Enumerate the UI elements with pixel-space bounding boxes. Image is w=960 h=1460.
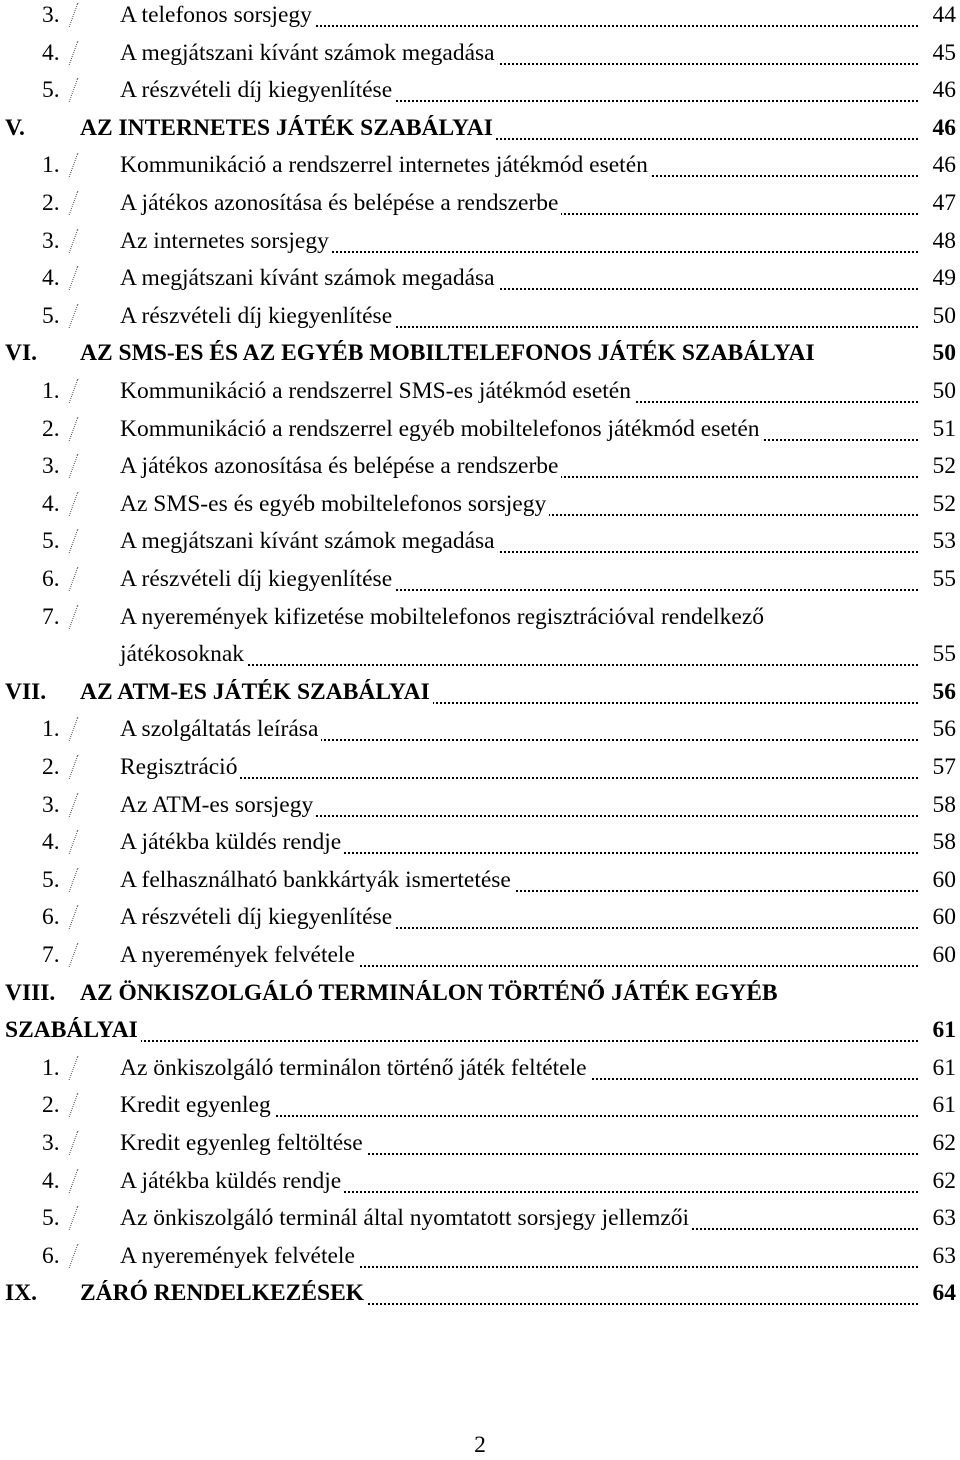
toc-entry-number: 3. <box>42 2 60 28</box>
toc-entry-number: IX. <box>5 1280 37 1307</box>
toc-entry-title: A részvételi díj kiegyenlítése <box>120 564 395 594</box>
tab-mark <box>69 830 89 854</box>
toc-entry[interactable] <box>0 902 960 939</box>
toc-entry-number: 1. <box>42 716 60 743</box>
page-number: 2 <box>474 1432 486 1458</box>
tab-mark <box>69 1169 89 1193</box>
toc-entry-page: 53 <box>928 526 957 556</box>
toc-entry-title: A játékba küldés rendje <box>120 827 344 857</box>
toc-entry[interactable] <box>0 602 960 639</box>
toc-entry-page: 50 <box>928 376 957 406</box>
toc-entry[interactable] <box>0 0 960 37</box>
toc-entry[interactable] <box>0 38 960 75</box>
toc-entry-page: 56 <box>928 677 957 707</box>
toc-entry[interactable] <box>0 376 960 413</box>
tab-mark <box>69 755 89 779</box>
toc-entry-page: 62 <box>928 1128 957 1158</box>
toc-entry-page: 46 <box>928 113 957 143</box>
toc-entry-page: 55 <box>928 564 957 594</box>
toc-entry-page: 50 <box>932 340 956 367</box>
toc-entry[interactable] <box>0 150 960 187</box>
toc-entry-page: 51 <box>928 414 957 444</box>
toc-entry-page: 58 <box>928 790 957 820</box>
toc-entry-number: 7. <box>42 942 60 968</box>
toc-entry-number: VIII. <box>5 979 56 1006</box>
toc-entry-page: 44 <box>928 0 957 30</box>
toc-entry-title: A nyeremények felvétele <box>120 1241 358 1271</box>
toc-entry-number: 4. <box>42 829 60 856</box>
toc-entry[interactable] <box>0 865 960 902</box>
toc-entry[interactable] <box>0 827 960 864</box>
toc-entry-title: Az önkiszolgáló terminálon történő játék feltétele <box>120 1053 590 1083</box>
toc-entry-number: 2. <box>42 190 60 216</box>
toc-entry[interactable] <box>0 188 960 225</box>
toc-entry[interactable] <box>0 1166 960 1203</box>
toc-section-entry[interactable] <box>0 338 960 375</box>
toc-entry-title: A részvételi díj kiegyenlítése <box>120 301 395 331</box>
toc-entry[interactable] <box>0 414 960 451</box>
toc-entry-page: 61 <box>928 1053 957 1083</box>
toc-entry-number: 3. <box>42 227 60 254</box>
toc-entry-title: AZ SMS-ES ÉS AZ EGYÉB MOBILTELEFONOS JÁTÉK SZABÁLYAI <box>80 338 956 368</box>
tab-mark <box>69 529 89 553</box>
toc-entry-page: 61 <box>928 1090 957 1120</box>
tab-mark <box>69 943 89 967</box>
tab-mark <box>69 1244 89 1268</box>
toc-entry-page: 62 <box>928 1166 957 1196</box>
tab-mark <box>69 229 89 253</box>
toc-entry-number: 4. <box>42 265 60 292</box>
toc-entry[interactable] <box>0 301 960 338</box>
toc-entry-title: Regisztráció <box>120 752 240 782</box>
toc-entry-page: 61 <box>928 1015 957 1045</box>
tab-mark <box>69 379 89 403</box>
toc-entry-number: 4. <box>42 39 60 66</box>
tab-mark <box>69 492 89 516</box>
toc-entry[interactable] <box>0 263 960 300</box>
toc-entry-number: 1. <box>42 152 60 179</box>
toc-entry-number: 5. <box>42 77 60 104</box>
tab-mark <box>69 605 89 629</box>
toc-entry-continuation[interactable] <box>0 639 960 676</box>
toc-entry-page: 52 <box>928 451 957 481</box>
toc-entry-page: 63 <box>928 1241 957 1271</box>
toc-entry-number: 1. <box>42 1054 60 1081</box>
toc-entry-title: Kredit egyenleg <box>120 1090 274 1120</box>
toc-entry-title: AZ ATM-ES JÁTÉK SZABÁLYAI <box>80 677 433 707</box>
toc-entry-page: 47 <box>928 188 957 218</box>
tab-mark <box>69 1206 89 1230</box>
toc-entry-number: 6. <box>42 904 60 931</box>
toc-entry-page: 48 <box>928 226 957 256</box>
toc-entry-title: A megjátszani kívánt számok megadása <box>120 38 498 68</box>
toc-entry-number: VI. <box>5 340 37 367</box>
toc-entry-title: A játékos azonosítása és belépése a rendszerbe <box>120 188 561 218</box>
toc-entry-title: A megjátszani kívánt számok megadása <box>120 263 498 293</box>
toc-entry-title-continued: SZABÁLYAI <box>5 1015 141 1045</box>
toc-entry-title: Kommunikáció a rendszerrel internetes játékmód esetén <box>120 150 651 180</box>
tab-mark <box>69 1131 89 1155</box>
tab-mark <box>69 266 89 290</box>
toc-entry-number: 2. <box>42 1092 60 1119</box>
dot-leader <box>5 1032 918 1042</box>
toc-entry-page: 55 <box>928 639 957 669</box>
toc-entry-number: 2. <box>42 415 60 442</box>
toc-entry[interactable] <box>0 75 960 112</box>
toc-entry-title: A felhasználható bankkártyák ismertetése <box>120 865 514 895</box>
tab-mark <box>69 1093 89 1117</box>
toc-entry-page: 63 <box>928 1203 957 1233</box>
toc-entry-page: 57 <box>928 752 957 782</box>
toc-section-entry[interactable] <box>0 113 960 150</box>
toc-entry-number: 5. <box>42 302 60 329</box>
toc-entry-number: V. <box>5 114 25 141</box>
toc-entry-title: A nyeremények kifizetése mobiltelefonos regisztrációval rendelkező <box>120 602 767 632</box>
tab-mark <box>69 1056 89 1080</box>
tab-mark <box>69 417 89 441</box>
toc-entry-title: Az ATM-es sorsjegy <box>120 790 316 820</box>
tab-mark <box>69 3 89 27</box>
tab-mark <box>69 41 89 65</box>
toc-entry-number: 4. <box>42 1167 60 1194</box>
toc-entry-number: 5. <box>42 1205 60 1232</box>
toc-entry[interactable] <box>0 564 960 601</box>
tab-mark <box>69 793 89 817</box>
toc-entry-title: A szolgáltatás leírása <box>120 714 321 744</box>
toc-entry-page: 56 <box>928 714 957 744</box>
toc-entry-title: A megjátszani kívánt számok megadása <box>120 526 498 556</box>
toc-entry-number: 3. <box>42 791 60 818</box>
toc-entry-page: 64 <box>928 1278 957 1308</box>
toc-entry-number: 5. <box>42 866 60 893</box>
toc-entry-page: 60 <box>928 865 957 895</box>
toc-entry-page: 58 <box>928 827 957 857</box>
toc-entry-title: Az internetes sorsjegy <box>120 226 332 256</box>
toc-entry-page: 50 <box>928 301 957 331</box>
toc-entry-title: Kredit egyenleg feltöltése <box>120 1128 366 1158</box>
tab-mark <box>69 454 89 478</box>
toc-entry-title: A játékba küldés rendje <box>120 1166 344 1196</box>
toc-entry[interactable] <box>0 940 960 977</box>
toc-entry-page: 46 <box>928 150 957 180</box>
tab-mark <box>69 905 89 929</box>
toc-entry[interactable] <box>0 1090 960 1127</box>
toc-entry-page: 52 <box>928 489 957 519</box>
toc-entry-title: AZ INTERNETES JÁTÉK SZABÁLYAI <box>80 113 496 143</box>
toc-section-entry[interactable] <box>0 1278 960 1315</box>
toc-entry-title: A nyeremények felvétele <box>120 940 358 970</box>
toc-entry-title: A részvételi díj kiegyenlítése <box>120 902 395 932</box>
toc-entry-number: 6. <box>42 1242 60 1269</box>
tab-mark <box>69 153 89 177</box>
toc-entry-number: 5. <box>42 528 60 555</box>
toc-section-entry[interactable] <box>0 978 960 1015</box>
tab-mark <box>69 78 89 102</box>
toc-entry[interactable] <box>0 451 960 488</box>
toc-entry-title: A részvételi díj kiegyenlítése <box>120 75 395 105</box>
toc-entry[interactable] <box>0 489 960 526</box>
toc-entry[interactable] <box>0 714 960 751</box>
toc-entry-page: 60 <box>928 940 957 970</box>
toc-entry[interactable] <box>0 790 960 827</box>
toc-entry-title: Kommunikáció a rendszerrel egyéb mobiltelefonos játékmód esetén <box>120 414 763 444</box>
toc-entry-title-continued: játékosoknak <box>120 639 247 669</box>
toc-entry-number: VII. <box>5 678 47 705</box>
toc-section-entry[interactable] <box>0 677 960 714</box>
toc-entry-page: 49 <box>928 263 957 293</box>
tab-mark <box>69 191 89 215</box>
toc-entry[interactable] <box>0 1128 960 1165</box>
toc-entry[interactable] <box>0 1241 960 1278</box>
toc-entry-title: Kommunikáció a rendszerrel SMS-es játékmód esetén <box>120 376 634 406</box>
tab-mark <box>69 567 89 591</box>
toc-entry-page: 60 <box>928 902 957 932</box>
toc-entry-number: 4. <box>42 490 60 517</box>
toc-entry-page: 45 <box>928 38 957 68</box>
toc-entry-number: 3. <box>42 1130 60 1156</box>
toc-entry-number: 7. <box>42 603 60 630</box>
toc-entry-number: 2. <box>42 754 60 780</box>
tab-mark <box>69 868 89 892</box>
toc-entry-number: 6. <box>42 566 60 592</box>
toc-entry[interactable] <box>0 752 960 789</box>
toc-entry-number: 1. <box>42 378 60 404</box>
toc-entry[interactable] <box>0 226 960 263</box>
tab-mark <box>69 304 89 328</box>
toc-entry[interactable] <box>0 1053 960 1090</box>
toc-entry[interactable] <box>0 1203 960 1240</box>
toc-entry-title: A játékos azonosítása és belépése a rendszerbe <box>120 451 561 481</box>
toc-entry-title: ZÁRÓ RENDELKEZÉSEK <box>80 1278 367 1308</box>
toc-entry-title: AZ ÖNKISZOLGÁLÓ TERMINÁLON TÖRTÉNŐ JÁTÉK EGYÉB <box>80 978 781 1008</box>
toc-entry[interactable] <box>0 526 960 563</box>
toc-entry-page: 46 <box>928 75 957 105</box>
toc-entry-title: A telefonos sorsjegy <box>120 0 315 30</box>
toc-entry-continuation[interactable] <box>0 1015 960 1052</box>
toc-entry-title: Az SMS-es és egyéb mobiltelefonos sorsjegy <box>120 489 549 519</box>
toc-entry-title: Az önkiszolgáló terminál által nyomtatott sorsjegy jellemzői <box>120 1203 692 1233</box>
tab-mark <box>69 717 89 741</box>
toc-entry-number: 3. <box>42 453 60 480</box>
